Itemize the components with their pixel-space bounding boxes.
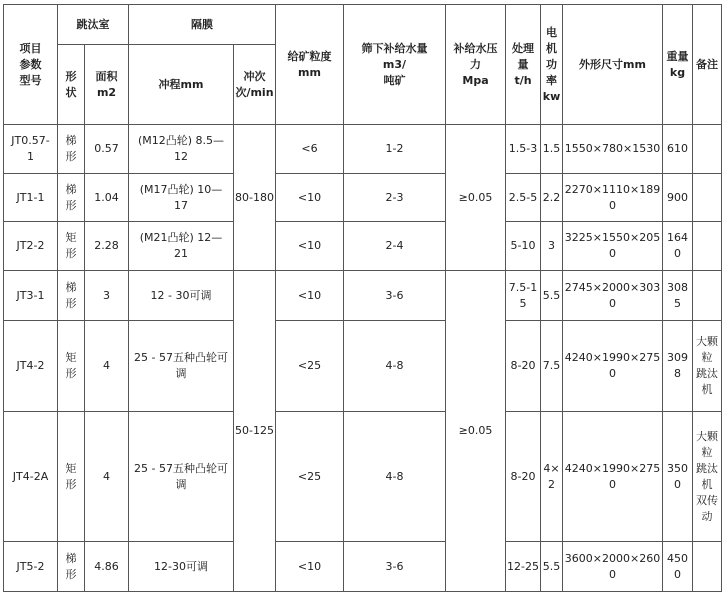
- water-cell: 1-2: [344, 125, 446, 174]
- spm-cell: 50-125: [234, 271, 276, 592]
- header-remark: 备注: [693, 5, 722, 125]
- feed-cell: <25: [276, 412, 344, 542]
- dims-cell: 2270×1110×1890: [563, 174, 663, 222]
- weight-cell: 3500: [663, 412, 693, 542]
- power-cell: 4×2: [541, 412, 563, 542]
- power-cell: 1.5: [541, 125, 563, 174]
- feed-cell: <25: [276, 321, 344, 412]
- header-capacity: 处理 量 t/h: [506, 5, 541, 125]
- area-cell: 4: [85, 412, 129, 542]
- stroke-cell: (M12凸轮) 8.5— 12: [129, 125, 234, 174]
- dims-cell: 1550×780×1530: [563, 125, 663, 174]
- area-cell: 4: [85, 321, 129, 412]
- area-cell: 1.04: [85, 174, 129, 222]
- header-dims: 外形尺寸mm: [563, 5, 663, 125]
- model-cell: JT0.57- 1: [4, 125, 58, 174]
- header-area: 面积 m2: [85, 45, 129, 125]
- stroke-cell: 25 - 57五种凸轮可 调: [129, 321, 234, 412]
- pressure-cell: ≥0.05: [446, 125, 506, 271]
- model-cell: JT1-1: [4, 174, 58, 222]
- power-cell: 2.2: [541, 174, 563, 222]
- spm-cell: 80-180: [234, 125, 276, 271]
- power-cell: 5.5: [541, 542, 563, 592]
- stroke-cell: (M21凸轮) 12— 21: [129, 222, 234, 271]
- feed-cell: <10: [276, 542, 344, 592]
- water-cell: 2-3: [344, 174, 446, 222]
- shape-cell: 梯 形: [58, 174, 85, 222]
- weight-cell: 1640: [663, 222, 693, 271]
- weight-cell: 3098: [663, 321, 693, 412]
- dims-cell: 3225×1550×2050: [563, 222, 663, 271]
- header-power: 电 机 功 率 kw: [541, 5, 563, 125]
- weight-cell: 3085: [663, 271, 693, 321]
- area-cell: 0.57: [85, 125, 129, 174]
- weight-cell: 4500: [663, 542, 693, 592]
- capacity-cell: 2.5-5: [506, 174, 541, 222]
- header-stroke: 冲程mm: [129, 45, 234, 125]
- capacity-cell: 5-10: [506, 222, 541, 271]
- power-cell: 5.5: [541, 271, 563, 321]
- area-cell: 4.86: [85, 542, 129, 592]
- stroke-cell: 12 - 30可调: [129, 271, 234, 321]
- table-row: [4, 542, 722, 592]
- header-weight: 重量 kg: [663, 5, 693, 125]
- shape-cell: 矩 形: [58, 222, 85, 271]
- water-cell: 2-4: [344, 222, 446, 271]
- table-row: [4, 321, 722, 412]
- capacity-cell: 8-20: [506, 412, 541, 542]
- capacity-cell: 1.5-3: [506, 125, 541, 174]
- table-row: [4, 412, 722, 542]
- header-pressure: 补给水压 力 Mpa: [446, 5, 506, 125]
- model-cell: JT2-2: [4, 222, 58, 271]
- header-shape: 形 状: [58, 45, 85, 125]
- header-diaphragm: 隔膜: [129, 5, 276, 45]
- dims-cell: 4240×1990×2750: [563, 412, 663, 542]
- remark-cell: 大颗 粒 跳汰 机 双传 动: [693, 412, 722, 542]
- dims-cell: 4240×1990×2750: [563, 321, 663, 412]
- stroke-cell: 12-30可调: [129, 542, 234, 592]
- weight-cell: 610: [663, 125, 693, 174]
- shape-cell: 梯 形: [58, 271, 85, 321]
- stroke-cell: 25 - 57五种凸轮可 调: [129, 412, 234, 542]
- table-row: [4, 271, 722, 321]
- feed-cell: <10: [276, 271, 344, 321]
- jig-spec-table: [3, 4, 722, 592]
- stroke-cell: (M17凸轮) 10— 17: [129, 174, 234, 222]
- header-strokes-per-min: 冲次 次/min: [234, 45, 276, 125]
- capacity-cell: 12-25: [506, 542, 541, 592]
- remark-cell: [693, 222, 722, 271]
- water-cell: 3-6: [344, 271, 446, 321]
- feed-cell: <10: [276, 222, 344, 271]
- remark-cell: [693, 271, 722, 321]
- water-cell: 3-6: [344, 542, 446, 592]
- power-cell: 7.5: [541, 321, 563, 412]
- area-cell: 2.28: [85, 222, 129, 271]
- capacity-cell: 8-20: [506, 321, 541, 412]
- water-cell: 4-8: [344, 321, 446, 412]
- shape-cell: 矩 形: [58, 412, 85, 542]
- shape-cell: 梯 形: [58, 542, 85, 592]
- area-cell: 3: [85, 271, 129, 321]
- water-cell: 4-8: [344, 412, 446, 542]
- model-cell: JT4-2A: [4, 412, 58, 542]
- pressure-cell: ≥0.05: [446, 271, 506, 592]
- model-cell: JT5-2: [4, 542, 58, 592]
- remark-cell: 大颗 粒 跳汰 机: [693, 321, 722, 412]
- capacity-cell: 7.5-15: [506, 271, 541, 321]
- table-row: [4, 222, 722, 271]
- remark-cell: [693, 542, 722, 592]
- table-row: [4, 125, 722, 174]
- header-feed-size: 给矿粒度 mm: [276, 5, 344, 125]
- shape-cell: 矩 形: [58, 321, 85, 412]
- shape-cell: 梯 形: [58, 125, 85, 174]
- model-cell: JT3-1: [4, 271, 58, 321]
- model-cell: JT4-2: [4, 321, 58, 412]
- dims-cell: 3600×2000×2600: [563, 542, 663, 592]
- dims-cell: 2745×2000×3030: [563, 271, 663, 321]
- feed-cell: <10: [276, 174, 344, 222]
- feed-cell: <6: [276, 125, 344, 174]
- remark-cell: [693, 125, 722, 174]
- table-row: [4, 174, 722, 222]
- header-item: 项目 参数 型号: [4, 5, 58, 125]
- remark-cell: [693, 174, 722, 222]
- power-cell: 3: [541, 222, 563, 271]
- header-water: 筛下补给水量 m3/ 吨矿: [344, 5, 446, 125]
- header-jig-chamber: 跳汰室: [58, 5, 129, 45]
- weight-cell: 900: [663, 174, 693, 222]
